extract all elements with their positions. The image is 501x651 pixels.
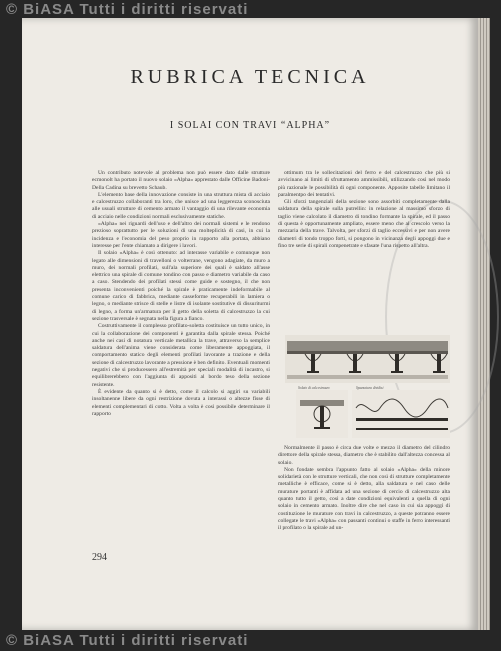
solaio-section-figure bbox=[285, 335, 450, 383]
figure-caption-right: Spazzatura dividisi bbox=[356, 386, 384, 390]
paragraph: «Alpha» nei riguardi dell'uso e dell'altro dei normali sistemi e le rendono prezioso soprattutto per le soluzioni di una molteplicità di casi, in cui la incidenza e l'economia del peso proprio in rapporto alla portata, abbiano interesse per l'ente chiamato a dirigere i lavori. bbox=[92, 221, 270, 249]
paragraph: Il solaio «Alpha» è così ottenuto: ad interasse variabile e comunque non legato alle dimensioni di travelloni o volterrane, vengono adagiate, da muro a muro, dei normali profilati, sull'ala superiore dei quali è saldato all'asse elettrico una spirale di comune tondino con passo e diametro variabile da caso a caso. Stendendo dei profilati stessi come guide e sostegno, il che non presenta inconvenienti poiché la spirale è praticamente indeformabile al comune carico di fabbrica, mediante casseforme recuperabili in lamiera o legno, o mediante strisce di stelle e listre di isolante sostitutive di dissuriturmi di legno, a forma un'armatura per il getto della soletta di calcestruzzo la cui sezione trasversale è segnata nella figura a fianco. bbox=[92, 250, 270, 322]
figure-caption-left: Solaio di calcestruzzo bbox=[298, 386, 330, 390]
section-title: RUBRICA TECNICA bbox=[130, 66, 370, 88]
page-number: 294 bbox=[92, 552, 107, 563]
watermark-top: © BiASA Tutti i diritti riservati bbox=[6, 1, 249, 18]
paragraph: Normalmente il passo è circa due volte e mezzo il diametro del cilindro direttore della spirale stessa, diametro che è stabilito dall'altezza concessa al solaio. bbox=[278, 445, 450, 466]
watermark-bottom: © BiASA Tutti i diritti riservati bbox=[6, 632, 249, 649]
paragraph: Costruttivamente il complesso profilato-soletta costituisce un tutto unico, in cui la collaborazione dei componenti è garantita dalla spirale stessa. Poiché anche nei casi di notatura verticale metallica la trave, attraverso la semplice saldatura dell'anima viene considerata come liberamente appoggiata, il comportamento statico degli elementi profilati lavorante a trazione e della sezione di calcestruzzo lavorante a pressione è ben definito. Eventuali momenti negativi che si producessero all'estremità per speciali modalità di incastro, si equilibrerebbero con l'aggiunta di appositi al bordo teso della sezione resistente. bbox=[92, 323, 270, 388]
paragraph: Non fondate sembra l'appunto fatto al solaio «Alpha» della minore solidarietà con le strutture verticali, che non così di strutture completamente metalliche è efficace, come si è detto, alla saldatura e nel caso delle murature portanti è affidata ad una sezione di cercio di calcestruzzo alta quanto tutto il getto, così a date condizioni equivalenti a quella di ogni solaio in cemento armato. Inoltre dire che nel caso in cui sia appoggi di costituzione le murature con travi in calcestruzzo, a queste potranno essere collegate le travi «Alpha» con passanti continui o staffe in ferro interessanti il profilato o la spirale ad un- bbox=[278, 466, 450, 532]
text-column-right-bottom bbox=[278, 445, 450, 543]
paragraph: Un contributo notevole al problema non può essere dato dalle strutture ecmonolt ha portato il nuovo solaio «Alpha» apprestato dalle Officine Badoni-Della Cadina su brevetto Schaub. bbox=[92, 170, 270, 191]
paragraph: Gli sforzi tangenziali della sezione sono assorbiti completamente dalla saldatura della spirale sulla putrellin: in relazione al massimo sforzo di taglio viene calcolato il diametro di tondino formante la spirale, ed il passo di questa è opportunamente ampliato, essere meno che al crescolo verso la mezzaria della trave. Talvolta, per sforzi di taglio eccessivi e per non avere diametri di tondo troppo forti, si pongono in vicinanza degli appoggi due e fino tre serie di spirali compenetrate e sfasate l'una rispetto all'altra. bbox=[278, 199, 450, 249]
article-title: I SOLAI CON TRAVI “ALPHA” bbox=[169, 120, 331, 131]
paragraph: L'elemento base della innovazione consiste in una struttura mista di acciaio e calcestruzzo collaboranti tra loro, che unisce ad una leggerezza sconosciuta alle usuali strutture di cemento armato il vantaggio di una rilevante economia di acciaio nelle condizioni normali esclusivamente statiche. bbox=[92, 191, 270, 220]
text-column-left bbox=[92, 170, 270, 542]
spiral-detail-figure bbox=[352, 390, 450, 438]
paragraph: È evidente da quanto si è detto, come il calcolo si aggiri su variabili insoltanenne libere da ogni restrizione dovuta a interassi o altezze fisse di elementi complementari di cotto. Volta a volta è così possibile determinare il rapporto bbox=[92, 388, 270, 417]
paragraph: ottimum tra le sollecitazioni del ferro e del calcestruzzo che più si avvicinano ai limiti di sfruttamento ammissibili, utilizzando così nel modo più razionale le possibilità di ogni componente. Apposite tabelle limitano il paralmentpo dei tentativi. bbox=[278, 170, 450, 198]
text-column-right-top bbox=[278, 170, 450, 330]
cross-section-figure bbox=[296, 390, 348, 438]
